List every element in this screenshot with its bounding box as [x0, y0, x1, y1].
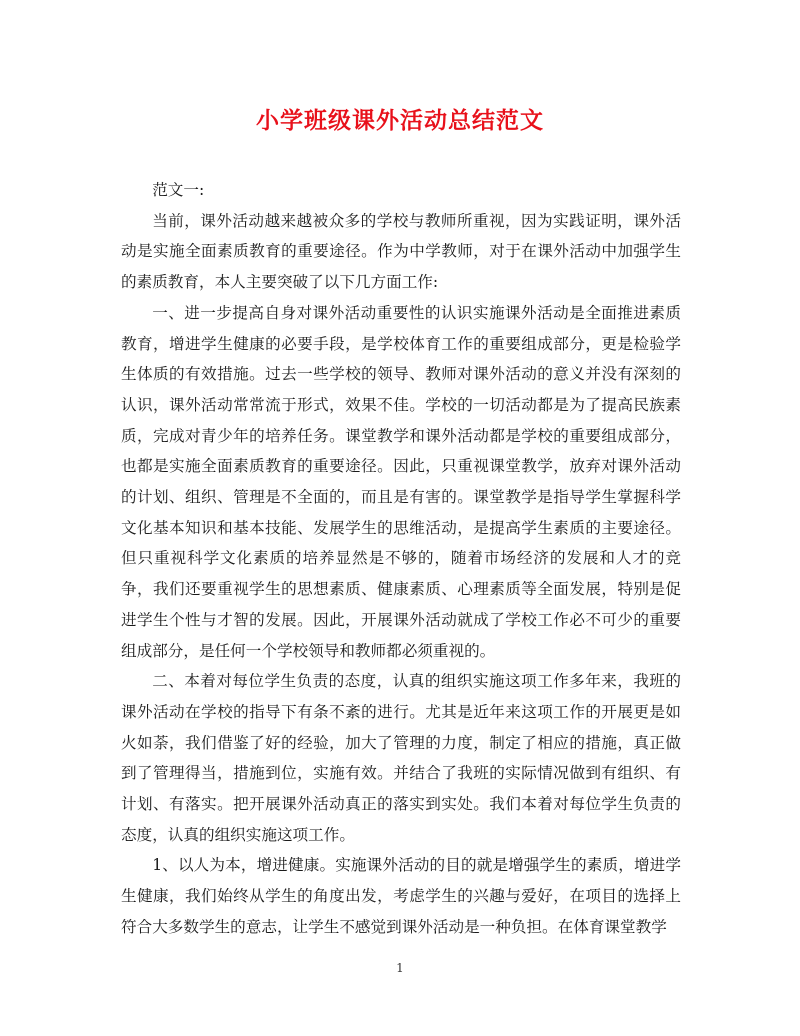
paragraph-section-one: 一、进一步提高自身对课外活动重要性的认识实施课外活动是全面推进素质教育，增进学生健康的必要手段，是学校体育工作的重要组成部分，更是检验学生体质的有效措施。过去一些学校的领导、教师对课外活动的意义并没有深刻的认识，课外活动常常流于形式，效果不佳。学校的一切活动都是为了提高民族素质，完成对青少年的培养任务。课堂教学和课外活动都是学校的重要组成部分，也都是实施全面素质教育的重要途径。因此，只重视课堂教学，放弃对课外活动的计划、组织、管理是不全面的，而且是有害的。课堂教学是指导学生掌握科学文化基本知识和基本技能、发展学生的思维活动，是提高学生素质的主要途径。但只重视科学文化素质的培养显然是不够的，随着市场经济的发展和人才的竞争，我们还要重视学生的思想素质、健康素质、心理素质等全面发展，特别是促进学生个性与才智的发展。因此，开展课外活动就成了学校工作必不可少的重要组成部分，是任何一个学校领导和教师都必须重视的。 [121, 303, 681, 660]
paragraph-intro: 当前，课外活动越来越被众多的学校与教师所重视，因为实践证明，课外活动是实施全面素质教育的重要途径。作为中学教师，对于在课外活动中加强学生的素质教育，本人主要突破了以下几方面工作: [121, 211, 681, 292]
document-title: 小学班级课外活动总结范文 [256, 107, 544, 134]
section-label: 范文一: [152, 181, 205, 199]
paragraph-item-one: 1、以人为本，增进健康。实施课外活动的目的就是增强学生的素质，增进学生健康，我们始终从学生的角度出发，考虑学生的兴趣与爱好，在项目的选择上符合大多数学生的意志，让学生不感觉到课外活动是一种负担。在体育课堂教学 [121, 856, 681, 936]
document-body [121, 175, 681, 943]
paragraph-section-two: 二、本着对每位学生负责的态度，认真的组织实施这项工作多年来，我班的课外活动在学校的指导下有条不紊的进行。尤其是近年来这项工作的开展更是如火如荼，我们借鉴了好的经验，加大了管理的力度，制定了相应的措施，真正做到了管理得当，措施到位，实施有效。并结合了我班的实际情况做到有组织、有计划、有落实。把开展课外活动真正的落实到实处。我们本着对每位学生负责的态度，认真的组织实施这项工作。 [121, 672, 681, 844]
page-number: 1 [396, 961, 404, 975]
